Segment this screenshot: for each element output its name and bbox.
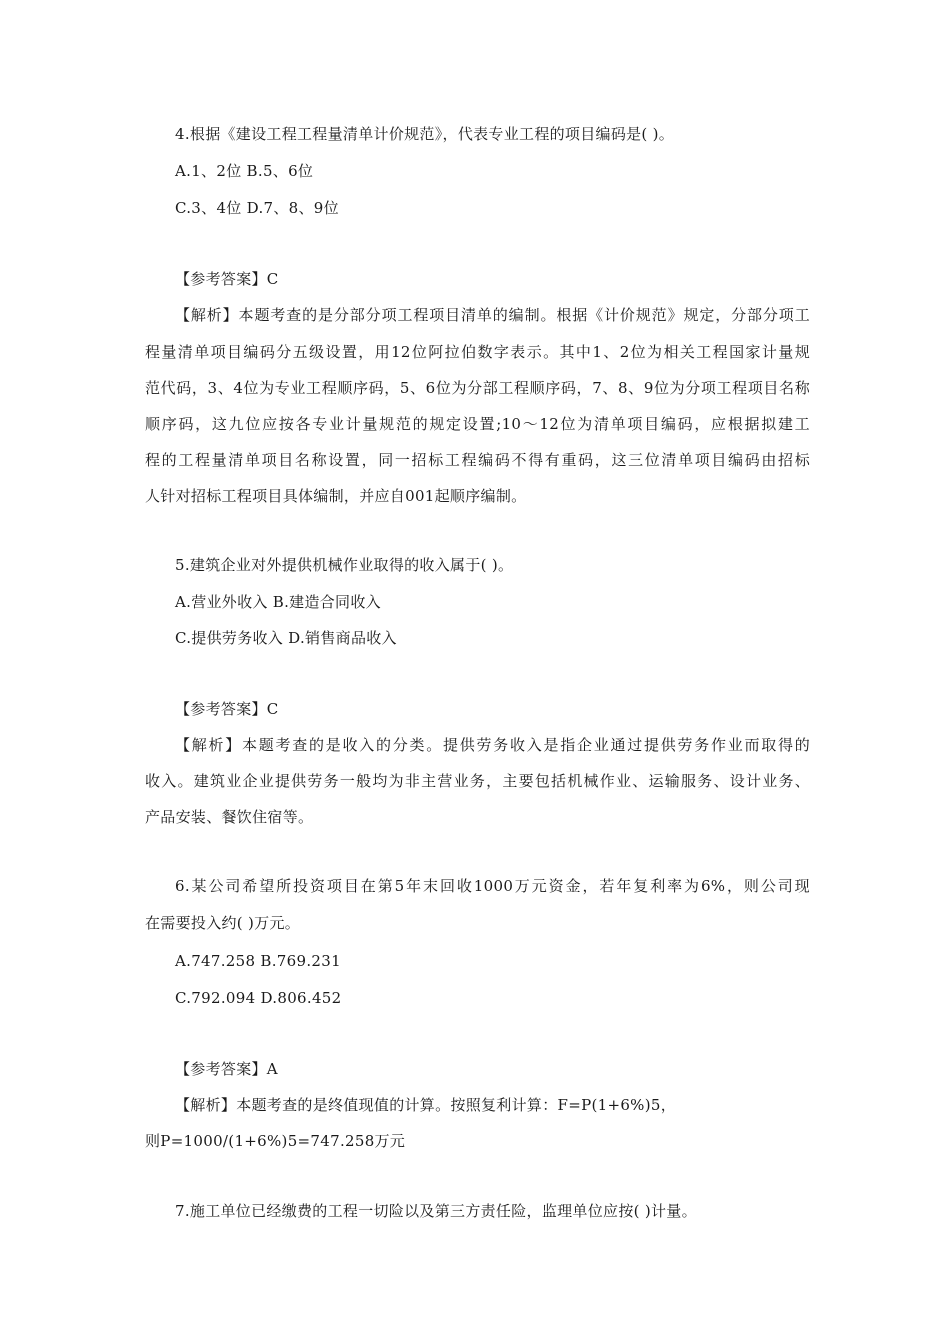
question-5-options-cd: C.提供劳务收入 D.销售商品收入 — [175, 629, 397, 647]
question-4-analysis-line: 顺序码，这九位应按各专业计量规范的规定设置;10～12位为清单项目编码，应根据拟建工 — [145, 415, 810, 433]
question-4-analysis-line: 程量清单项目编码分五级设置，用12位阿拉伯数字表示。其中1、2位为相关工程国家计量规 — [145, 343, 810, 361]
question-6-options-cd: C.792.094 D.806.452 — [175, 989, 342, 1007]
question-4-analysis-line: 范代码，3、4位为专业工程顺序码，5、6位为分部工程顺序码，7、8、9位为分项工程项目名称 — [145, 379, 810, 397]
question-4-answer: 【参考答案】C — [175, 270, 279, 288]
question-6-analysis-line: 【解析】本题考查的是终值现值的计算。按照复利计算：F=P(1+6%)5， — [175, 1096, 677, 1114]
question-6-continued: 在需要投入约( )万元。 — [145, 914, 301, 932]
question-6-answer: 【参考答案】A — [175, 1060, 278, 1078]
question-5-answer: 【参考答案】C — [175, 700, 279, 718]
question-6-analysis-line: 则P=1000/(1+6%)5=747.258万元 — [145, 1132, 406, 1150]
question-6-options-ab: A.747.258 B.769.231 — [175, 952, 341, 970]
question-5: 5.建筑企业对外提供机械作业取得的收入属于( )。 — [175, 556, 514, 574]
question-5-analysis-line: 【解析】本题考查的是收入的分类。提供劳务收入是指企业通过提供劳务作业而取得的 — [175, 736, 810, 754]
question-4-analysis-line: 程的工程量清单项目名称设置，同一招标工程编码不得有重码，这三位清单项目编码由招标 — [145, 451, 810, 469]
question-6: 6.某公司希望所投资项目在第5年末回收1000万元资金，若年复利率为6%，则公司现 — [175, 877, 810, 895]
question-4-analysis-line: 【解析】本题考查的是分部分项工程项目清单的编制。根据《计价规范》规定，分部分项工 — [175, 306, 810, 324]
question-4-options-ab: A.1、2位 B.5、6位 — [175, 162, 314, 180]
question-4: 4.根据《建设工程工程量清单计价规范》，代表专业工程的项目编码是( )。 — [175, 125, 675, 143]
question-4-analysis-line: 人针对招标工程项目具体编制，并应自001起顺序编制。 — [145, 487, 527, 505]
question-5-analysis-line: 产品安装、餐饮住宿等。 — [145, 808, 314, 826]
question-5-options-ab: A.营业外收入 B.建造合同收入 — [175, 593, 381, 611]
question-7: 7.施工单位已经缴费的工程一切险以及第三方责任险，监理单位应按( )计量。 — [175, 1202, 697, 1220]
question-5-analysis-line: 收入。建筑业企业提供劳务一般均为非主营业务，主要包括机械作业、运输服务、设计业务、 — [145, 772, 810, 790]
question-4-options-cd: C.3、4位 D.7、8、9位 — [175, 199, 339, 217]
